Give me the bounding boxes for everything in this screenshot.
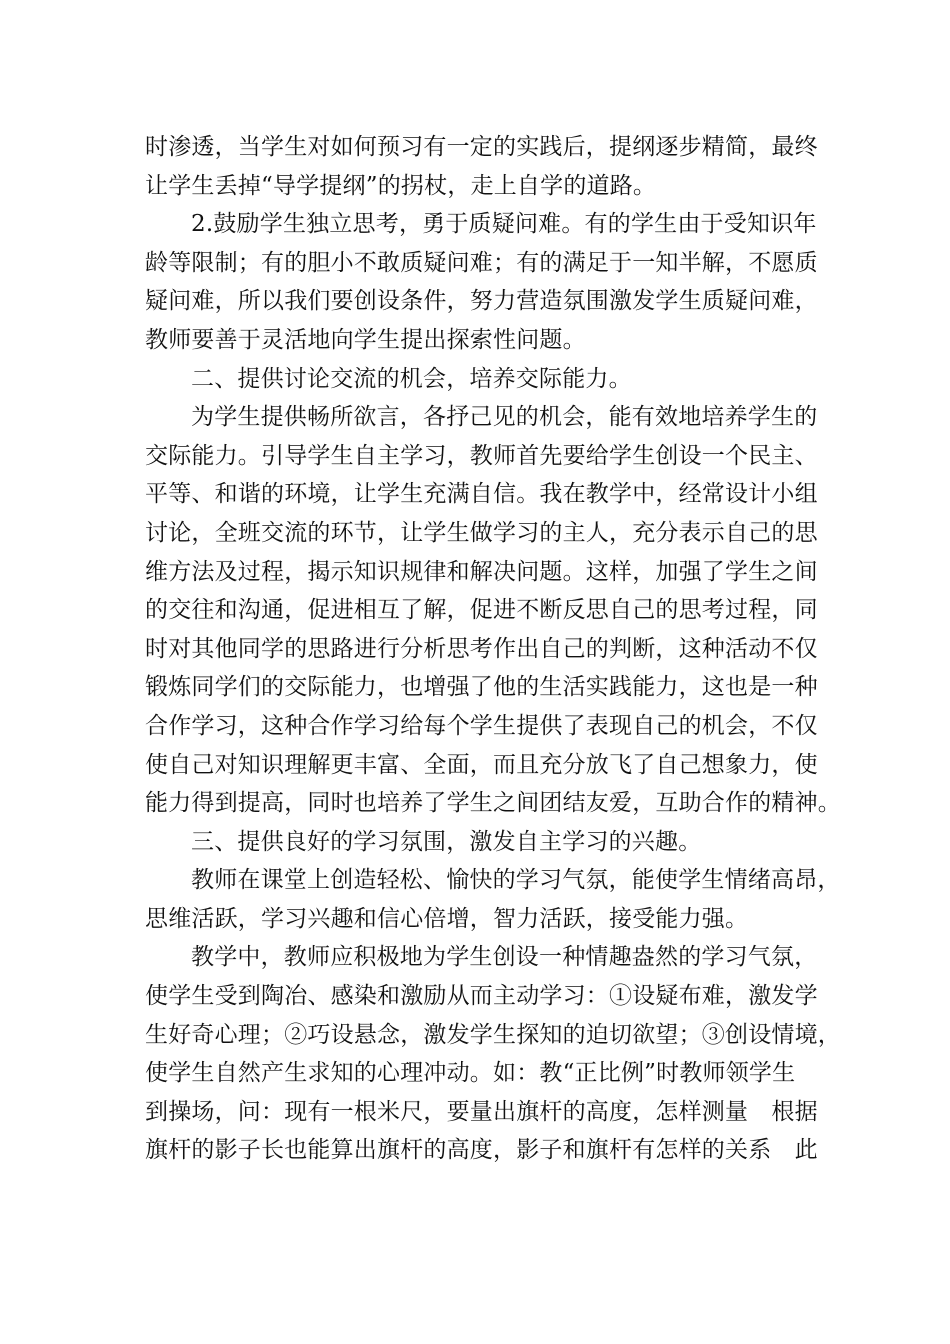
text-line: 思维活跃，学习兴趣和信心倍增，智力活跃，接受能力强。 (145, 905, 749, 932)
text-line: 使学生自然产生求知的心理冲动。如：教“正比例”时教师领学生 (145, 1060, 796, 1087)
text-line: 到操场，问：现有一根米尺，要量出旗杆的高度，怎样测量 根据 (145, 1098, 818, 1125)
text-line: 三、提供良好的学习氛围，激发自主学习的兴趣。 (191, 828, 702, 855)
text-line: 时渗透，当学生对如何预习有一定的实践后，提纲逐步精简，最终 (145, 134, 818, 160)
text-line: 2.鼓励学生独立思考，勇于质疑问难。有的学生由于受知识年 (191, 211, 817, 238)
text-line: 教师要善于灵活地向学生提出探索性问题。 (145, 326, 586, 353)
text-line: 交际能力。引导学生自主学习，教师首先要给学生创设一个民主、 (145, 442, 818, 469)
text-line: 使自己对知识理解更丰富、全面，而且充分放飞了自己想象力，使 (145, 751, 818, 778)
text-line: 维方法及过程，揭示知识规律和解决问题。这样，加强了学生之间 (145, 558, 818, 585)
text-line: 旗杆的影子长也能算出旗杆的高度，影子和旗杆有怎样的关系 此 (145, 1137, 818, 1164)
text-line: 的交往和沟通，促进相互了解，促进不断反思自己的思考过程，同 (145, 597, 818, 624)
text-line: 龄等限制；有的胆小不敢质疑问难；有的满足于一知半解，不愿质 (145, 249, 818, 276)
text-line: 能力得到提高，同时也培养了学生之间团结友爱，互助合作的精神。 (145, 790, 841, 817)
text-line: 为学生提供畅所欲言，各抒己见的机会，能有效地培养学生的 (191, 404, 818, 431)
text-line: 使学生受到陶冶、感染和激励从而主动学习：①设疑布难，激发学 (145, 983, 818, 1010)
document-body (145, 128, 841, 1170)
text-line: 平等、和谐的环境，让学生充满自信。我在教学中，经常设计小组 (145, 481, 818, 508)
text-line: 二、提供讨论交流的机会，培养交际能力。 (191, 365, 632, 392)
text-line: 疑问难，所以我们要创设条件，努力营造氛围激发学生质疑问难， (145, 288, 818, 315)
text-line: 让学生丢掉“导学提纲”的拐杖，走上自学的道路。 (145, 172, 657, 199)
text-line: 教师在课堂上创造轻松、愉快的学习气氛，能使学生情绪高昂， (191, 867, 841, 894)
text-line: 合作学习，这种合作学习给每个学生提供了表现自己的机会，不仅 (145, 712, 818, 739)
text-line: 生好奇心理；②巧设悬念，激发学生探知的迫切欲望；③创设情境， (145, 1021, 841, 1048)
text-line: 教学中，教师应积极地为学生创设一种情趣盎然的学习气氛， (191, 944, 818, 971)
text-line: 讨论，全班交流的环节，让学生做学习的主人，充分表示自己的思 (145, 519, 818, 546)
text-line: 锻炼同学们的交际能力，也增强了他的生活实践能力，这也是一种 (145, 674, 818, 701)
text-line: 时对其他同学的思路进行分析思考作出自己的判断，这种活动不仅 (145, 635, 818, 662)
